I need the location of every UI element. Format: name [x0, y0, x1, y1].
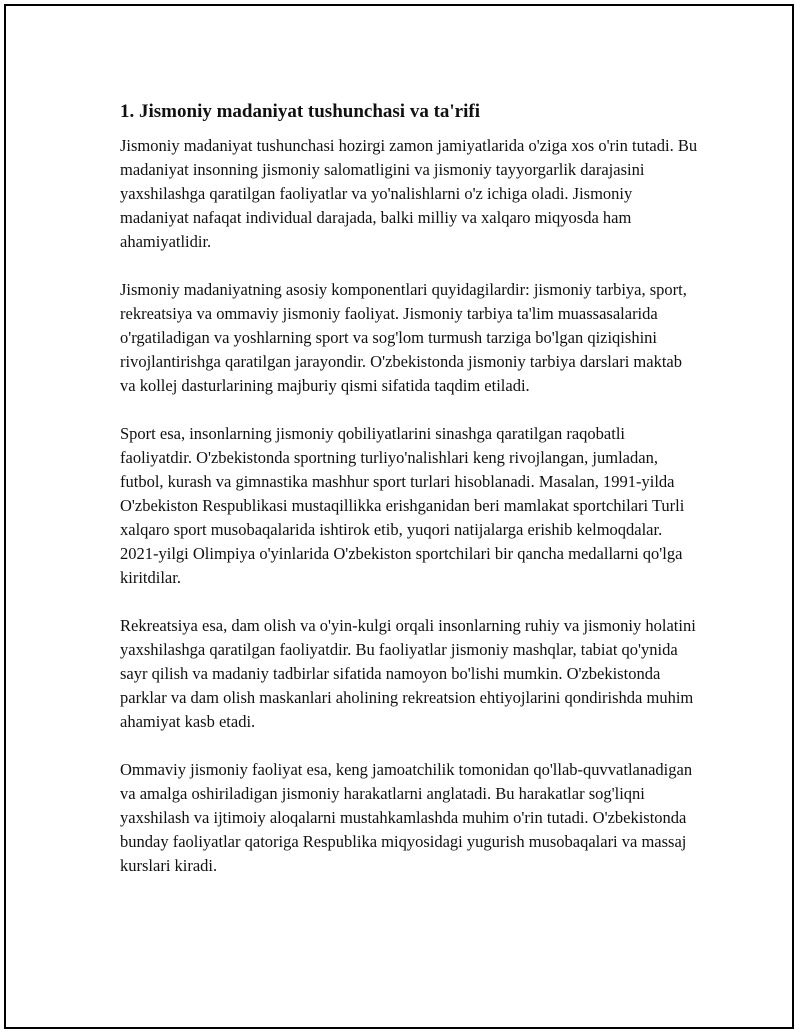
paragraph-mass-activity: Ommaviy jismoniy faoliyat esa, keng jamoatchilik tomonidan qo'llab-quvvatlanadigan va amalga oshiriladigan jismoniy harakatlarni anglatadi. Bu harakatlar sog'liqni yaxshilash va ijtimoiy aloqalarni mustahkamlashda muhim o'rin tutadi. O'zbekistonda bunday faoliyatlar qatoriga Respublika miqyosidagi yugurish musobaqalari va massaj kurslari kiradi. [120, 760, 693, 875]
paragraph-introduction: Jismoniy madaniyat tushunchasi hozirgi zamon jamiyatlarida o'ziga xos o'rin tutadi. Bu madaniyat insonning jismoniy salomatligini va jismoniy tayyorgarlik darajasini yaxshilashga qaratilgan faoliyatlar va yo'nalishlarni o'z ichiga oladi. Jismoniy madaniyat nafaqat individual darajada, balki milliy va xalqaro miqyosda ham ahamiyatlidir. [120, 136, 698, 251]
paragraph-components: Jismoniy madaniyatning asosiy komponentlari quyidagilardir: jismoniy tarbiya, sport, rekreatsiya va ommaviy jismoniy faoliyat. Jismoniy tarbiya ta'lim muassasalarida o'rgatiladigan va yoshlarning sport va sog'lom turmush tarziga bo'lgan qiziqishini rivojlantirishga qaratilgan jarayondir. O'zbekistonda jismoniy tarbiya darslari maktab va kollej dasturlarining majburiy qismi sifatida taqdim etiladi. [120, 280, 687, 395]
section-heading: 1. Jismoniy madaniyat tushunchasi va ta'rifi [120, 101, 480, 122]
paragraph-sport: Sport esa, insonlarning jismoniy qobiliyatlarini sinashga qaratilgan raqobatli faoliyatdir. O'zbekistonda sportning turliyo'nalishlari keng rivojlangan, jumladan, futbol, kurash va gimnastika mashhur sport turlari hisoblanadi. Masalan, 1991-yilda O'zbekiston Respublikasi mustaqillikka erishganidan beri mamlakat sportchilari Turli xalqaro sport musobaqalarida ishtirok etib, yuqori natijalarga erishib kelmoqdalar. 2021-yilgi Olimpiya o'yinlarida O'zbekiston sportchilari bir qancha medallarni qo'lga kiritdilar. [120, 424, 685, 587]
paragraph-recreation: Rekreatsiya esa, dam olish va o'yin-kulgi orqali insonlarning ruhiy va jismoniy holatini yaxshilashga qaratilgan faoliyatdir. Bu faoliyatlar jismoniy mashqlar, tabiat qo'ynida sayr qilish va madaniy tadbirlar sifatida namoyon bo'lishi mumkin. O'zbekistonda parklar va dam olish maskanlari aholining rekreatsion ehtiyojlarini qondirishda muhim ahamiyat kasb etadi. [120, 616, 696, 731]
document-page [4, 4, 794, 1029]
document-body [120, 100, 700, 902]
